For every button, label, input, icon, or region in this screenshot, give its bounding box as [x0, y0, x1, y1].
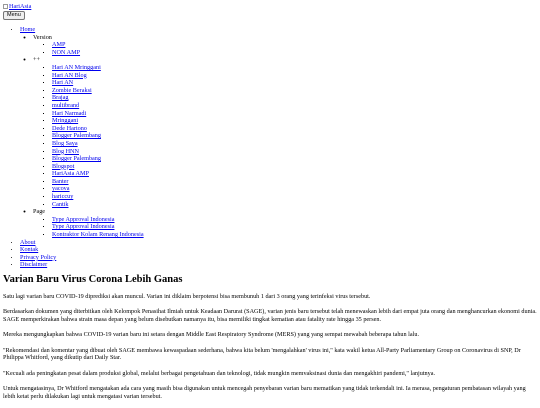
nav-item-privacy-policy	[20, 254, 144, 262]
nav-group-more	[33, 56, 144, 208]
nav-item	[52, 41, 144, 49]
nav-link[interactable]: Hari Narmadi	[52, 109, 87, 117]
submenu-more	[33, 64, 144, 208]
nav-label-page: Page	[33, 208, 46, 216]
nav-item	[52, 216, 144, 224]
nav-item	[52, 185, 144, 193]
nav-item-kontak	[20, 246, 144, 254]
nav-item	[52, 155, 144, 163]
nav-link[interactable]: Zombie Beraksi	[52, 86, 92, 94]
nav-item-about	[20, 239, 144, 247]
article-title: Varian Baru Virus Corona Lebih Ganas	[3, 274, 183, 285]
nav-link-amp[interactable]: AMP	[52, 41, 66, 49]
nav-item	[52, 87, 144, 95]
nav-link[interactable]: Hari AN	[52, 79, 74, 87]
nav-link[interactable]: Blog HNN	[52, 147, 79, 155]
nav-item	[52, 163, 144, 171]
nav-item	[52, 178, 144, 186]
submenu	[20, 34, 144, 239]
nav-link[interactable]: Hari AN Blog	[52, 71, 87, 79]
nav-item-home	[20, 26, 144, 239]
nav-item	[52, 72, 144, 80]
submenu-page	[33, 216, 144, 239]
nav-link-home[interactable]: Home	[20, 26, 36, 33]
site-logo-link[interactable]: HariAsia	[9, 3, 32, 10]
nav-link[interactable]: Brajag	[52, 94, 69, 102]
nav-group-version	[33, 34, 144, 57]
article-paragraph: "Kecuali ada peningkatan pesat dalam produksi global, melalui berbagai pengetahuan dan teknologi, tidak mungkin memvaksinasi dunia dan mengakhiri pandemi," lanjutnya.	[3, 369, 436, 377]
nav-link[interactable]: Banter	[52, 177, 69, 185]
broken-image-icon	[3, 4, 8, 9]
nav-item	[52, 223, 144, 231]
nav-item	[52, 49, 144, 57]
menu-button[interactable]: Menu	[3, 11, 25, 20]
submenu-version	[33, 41, 144, 56]
nav-item	[52, 201, 144, 209]
article-paragraph: Untuk mengatasinya, Dr Whitford mengatakan ada cara yang masih bisa digunakan untuk mencegah penyebaran varian baru mematikan yang tidak terkendali ini. Ia merasa, pengaturan pembatasan wilayah yang lebih ketat perlu dilakukan lagi untuk mengatasi varian tersebut.	[3, 385, 526, 400]
nav-label-more: ++	[33, 56, 40, 64]
nav-item	[52, 79, 144, 87]
nav-link[interactable]: yacova	[52, 185, 70, 193]
nav-item	[52, 132, 144, 140]
nav-link[interactable]: Type Approval Indonesia	[52, 223, 115, 231]
nav-link-privacy-policy[interactable]: Privacy Policy	[20, 253, 57, 261]
nav-item	[52, 94, 144, 102]
nav-link-non-amp[interactable]: NON AMP	[52, 48, 81, 56]
nav-link[interactable]: Blogger Palembang	[52, 132, 101, 140]
nav-link[interactable]: Dede Hartono	[52, 124, 87, 132]
nav-link[interactable]: Type Approval Indonesia	[52, 215, 115, 223]
nav-item	[52, 102, 144, 110]
article-paragraph: Berdasarkan dokumen yang diterbitkan oleh Kelompok Penasihat Ilmiah untuk Keadaan Darurat (SAGE), varian jenis baru tersebut telah menewaskan lebih dari empat juta orang dan menghancurkan ekonomi dunia. SAGE memperkirakan bahwa strain masa depan yang belum disebutkan namanya itu, bisa memiliki tingkat kematian atau fatality rate hingga 35 persen.	[3, 308, 537, 323]
nav-item	[52, 170, 144, 178]
nav-link[interactable]: multibrand	[52, 101, 80, 109]
site-logo[interactable]	[3, 3, 31, 11]
nav-link-disclaimer[interactable]: Disclaimer	[20, 261, 48, 269]
article-paragraph: "Rekomendasi dan komentar yang dibuat oleh SAGE membawa kewaspadaan sederhana, bahwa kita belum 'mengalahkan' virus ini," kata wakil ketua All-Party Parliamentary Group on Coronavirus di SNP, Dr Philippa Whitford, yang dikutip dari Daily Star.	[3, 346, 521, 362]
nav-link[interactable]: Kontraktor Kolam Renang Indonesia	[52, 231, 144, 239]
nav-link[interactable]: Mringgani	[52, 117, 79, 125]
nav-link[interactable]: Blogspot	[52, 162, 75, 170]
nav-link[interactable]: Cantik	[52, 200, 69, 208]
nav-link[interactable]: Hari AN Mringgani	[52, 63, 101, 71]
nav-link[interactable]: Blogger Palembang	[52, 155, 101, 163]
nav-item	[52, 193, 144, 201]
nav-link-about[interactable]: About	[20, 238, 36, 246]
nav-item	[52, 231, 144, 239]
nav-item	[52, 140, 144, 148]
nav-label-version: Version	[33, 33, 52, 41]
nav-item	[52, 64, 144, 72]
nav-link[interactable]: HariAsia AMP	[52, 170, 89, 178]
article-body	[3, 293, 537, 408]
article-paragraph: Mereka mengungkapkan bahwa COVID-19 varian baru ini setara dengan Middle East Respiratory Syndrome (MERS) yang yang sempat mewabah beberapa tahun lalu.	[3, 331, 419, 339]
nav-item	[52, 148, 144, 156]
nav-item-disclaimer	[20, 261, 144, 269]
nav-item	[52, 110, 144, 118]
nav-group-page	[33, 208, 144, 238]
nav-link[interactable]: Blog Saya	[52, 139, 78, 147]
nav-item	[52, 125, 144, 133]
nav-link-kontak[interactable]: Kontak	[20, 246, 39, 254]
nav-link[interactable]: hariccuy	[52, 193, 74, 201]
article-paragraph: Satu lagi varian baru COVID-19 diprediksi akan muncul. Varian ini diklaim berpotensi bisa membunuh 1 dari 3 orang yang terinfeksi virus tersebut.	[3, 293, 371, 300]
main-navigation	[10, 26, 144, 269]
nav-item	[52, 117, 144, 125]
